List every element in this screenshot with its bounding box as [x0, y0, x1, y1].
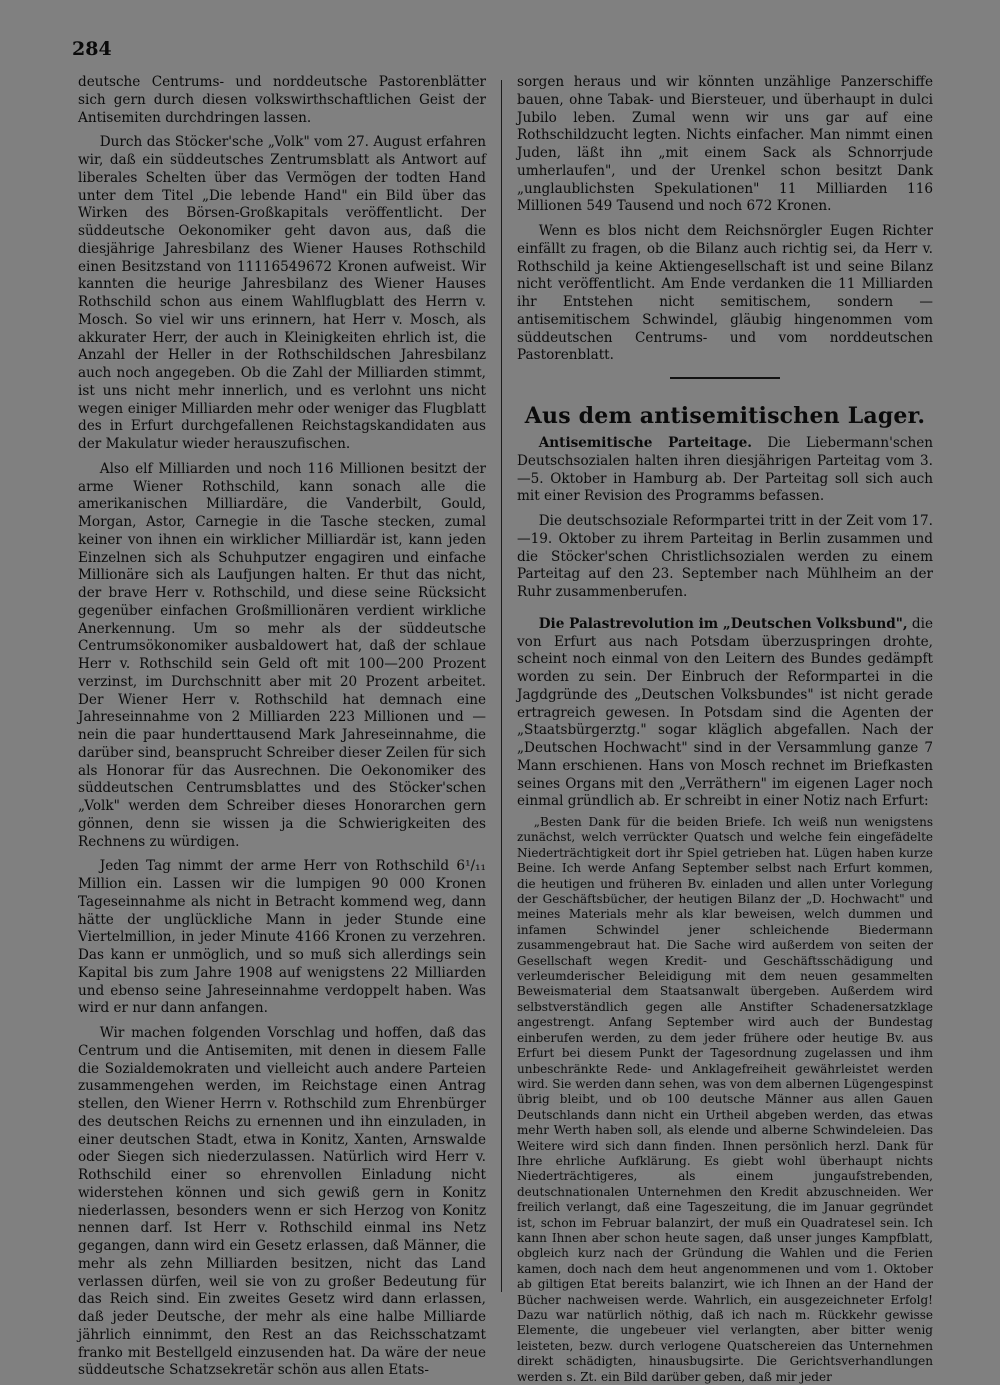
- article-palastrevolution: [517, 616, 933, 811]
- paragraph: Wir machen folgenden Vorschlag und hoffen, daß das Centrum und die Antisemiten, mit denen in diesem Falle die Sozialdemokraten und vielleicht auch andere Parteien zusammengehen werden, im Reichstage einen Antrag stellen, den Wiener Herrn v. Rothschild zum Ehrenbürger des deutschen Reichs zu ernennen und ihn einzuladen, in einer deutschen Stadt, etwa in Konitz, Xanten, Arnswalde oder Siegen sich niederzulassen. Natürlich wird Herr v. Rothschild einer so ehrenvollen Einladung nicht widerstehen können und sich gewiß gern in Konitz niederlassen, besonders wenn er sich Herzog von Konitz nennen darf. Ist Herr v. Rothschild einmal ins Netz gegangen, dann wird ein Gesetz erlassen, daß Männer, die mehr als zehn Milliarden besitzen, nicht das Land verlassen dürfen, weil sie von zu großer Bedeutung für das Reich sind. Ein zweites Gesetz wird dann erlassen, daß jeder Deutsche, der mehr als eine halbe Milliarde jährlich einnimmt, den Rest an das Reichsschatzamt franko mit Bestellgeld einzusenden hat. Da wäre der neue süddeutsche Schatzsekretär schön aus allen Etats-: [78, 1025, 486, 1379]
- quote-text: „Besten Dank für die beiden Briefe. Ich weiß nun wenigstens zunächst, welch verrückter Quatsch und welche fein eingefädelte Niederträchtigkeit dort ihr Spiel getrieben hat. Lügen haben kurze Beine. Ich werde Anfang September selbst nach Erfurt kommen, die heutigen und früheren Bv. einladen und allen unter Vorlegung der Geschäftsbücher, der heutigen Bilanz der „D. Hochwacht" und meines Materials mehr als klar beweisen, welch dummen und infamen Schwindel jener schleichende Biedermann zusammengebraut hat. Die Sache wird außerdem von seiten der Gesellschaft wegen Kredit- und Geschäftsschädigung und verleumderischer Beleidigung mit dem neuen gesammelten Beweismaterial dem Staatsanwalt übergeben. Außerdem wird selbstverständlich gegen alle Anstifter Schadenersatzklage angestrengt. Anfang September wird auch der Bundestag einberufen werden, zu dem jeder frühere oder heutige Bv. aus Erfurt bei diesem Punkt der Tagesordnung zugelassen und ihm unbeschränkte Rede- und Anklagefreiheit gewährleistet werden wird. Sie werden dann sehen, was von dem albernen Lügengespinst übrig bleibt, und ob 100 deutsche Männer aus allen Gauen Deutschlands dann nicht ein Urtheil abgeben werden, das etwas mehr Werth haben soll, als elende und alberne Schwindeleien. Das Weitere wird sich dann finden. Ihnen persönlich herzl. Dank für Ihre ehrliche Aufklärung. Es giebt wohl überhaupt nichts Niederträchtigeres, als einem jungaufstrebenden, deutschnationalen Unternehmen den Kredit abzuschneiden. Wer freilich verlangt, daß eine Tageszeitung, die im Januar gegründet ist, schon im Februar balanzirt, der muß ein Quadratesel sein. Ich kann Ihnen aber schon heute sagen, daß unser junges Kampfblatt, obgleich kurz nach der Gründung die Wahlen und die Ferien kamen, doch nach dem heut angenommenen und vom 1. Oktober ab giltigen Etat bereits balanzirt, wie ich Ihnen an der Hand der Bücher nachweisen werde. Wahrlich, ein ausgezeichneter Erfolg! Dazu war natürlich nöthig, daß ich nach m. Rückkehr gewisse Elemente, die ungebeuer viel verlangten, aber bitter wenig leisteten, bezw. durch verlogene Quatschereien das Unternehmen direkt schädigten, hinausbugsirte. Die Gerichtsverhandlungen werden s. Zt. ein Bild darüber geben, daß mir jeder: [517, 815, 933, 1384]
- section-separator: [670, 377, 780, 379]
- right-column: [517, 74, 933, 1385]
- page-number: 284: [72, 38, 112, 60]
- article-headline: Die Palastrevolution im „Deutschen Volksbund",: [538, 615, 908, 632]
- paragraph: Wenn es blos nicht dem Reichsnörgler Eugen Richter einfällt zu fragen, ob die Bilanz auch richtig sei, da Herr v. Rothschild ja keine Aktiengesellschaft ist und seine Bilanz nicht veröffentlicht. Am Ende verdanken die 11 Milliarden ihr Entstehen nicht semitischem, sondern — antisemitischem Schwindel, gläubig hingenommen vom süddeutschen Centrums- und vom norddeutschen Pastorenblatt.: [517, 223, 933, 364]
- paragraph: Jeden Tag nimmt der arme Herr von Rothschild 6¹/₁₁ Million ein. Lassen wir die lumpigen 90 000 Kronen Tageseinnahme als nicht in Betracht kommend weg, dann hätte der unglückliche Mann in jeder Stunde eine Viertelmillion, in jeder Minute 4166 Kronen zu verzehren. Das kann er unmöglich, und so muß sich allerdings sein Kapital bis zum Jahre 1908 auf wenigstens 22 Milliarden und ebenso seine Jahreseinnahme verdoppelt haben. Was wird er nur dann anfangen.: [78, 858, 486, 1017]
- section-title: Aus dem antisemitischen Lager.: [524, 403, 926, 429]
- article-body: Die Liebermann'schen Deutschsozialen halten ihren diesjährigen Parteitag vom 3.—5. Oktober in Hamburg ab. Der Parteitag soll sich auch mit einer Revision des Programms befassen.: [517, 435, 933, 505]
- paragraph: deutsche Centrums- und norddeutsche Pastorenblätter sich gern durch diesen volkswirthschaftlichen Geist der Antisemiten durchdringen lassen.: [78, 74, 486, 126]
- paragraph: Also elf Milliarden und noch 116 Millionen besitzt der arme Wiener Rothschild, kann sonach alle die amerikanischen Milliardäre, die Vanderbilt, Gould, Morgan, Astor, Carnegie in die Tasche stecken, zumal keiner von ihnen ein wirklicher Milliardär ist, kann jeden Einzelnen sich als Schuhputzer engagiren und einfache Millionäre sich als Laufjungen halten. Er thut das nicht, der brave Herr v. Rothschild, und diese seine Rücksicht gegenüber einfachen Großmillionären verdient wirkliche Anerkennung. Um so mehr als der süddeutsche Centrumsökonomiker ausbaldowert hat, daß der schlaue Herr v. Rothschild sein Geld oft mit 100—200 Prozent verzinst, im Durchschnitt aber mit 20 Prozent arbeitet. Der Wiener Herr v. Rothschild hat demnach eine Jahreseinnahme von 2 Milliarden 223 Millionen und — nein die paar hunderttausend Mark Jahreseinnahme, die darüber sind, beansprucht Schreiber dieser Zeilen für sich als Honorar für das Ausrechnen. Die Oekonomiker des süddeutschen Centrumsblattes und des Stöcker'schen „Volk" werden dem Schreiber dieses Honorarchen gern gönnen, denn sie wissen ja die Schwierigkeiten des Rechnens zu würdigen.: [78, 460, 486, 850]
- left-column: [78, 74, 486, 1380]
- paragraph: Die deutschsoziale Reformpartei tritt in der Zeit vom 17.—19. Oktober zu ihrem Parteitag in Berlin zusammen und die Stöcker'schen Christlichsozialen werden zu einem Parteitag auf den 23. September nach Mühlheim an der Ruhr zusammenberufen.: [517, 513, 933, 600]
- article-body: die von Erfurt aus nach Potsdam überzuspringen drohte, scheint noch einmal von den Leitern des Bundes gedämpft worden zu sein. Der Einbruch der Reformpartei in die Jagdgründe des „Deutschen Volksbundes" ist nicht gerade ertragreich gewesen. In Potsdam sind die Agenten der „Staatsbürgerztg." sogar kläglich abgefallen. Nach der „Deutschen Hochwacht" sind in der Versammlung ganze 7 Mann erschienen. Hans von Mosch rechnet im Briefkasten seines Organs mit den „Verräthern" im eigenen Lager noch einmal gründlich ab. Er schreibt in einer Notiz nach Erfurt:: [517, 615, 933, 810]
- article-headline: Antisemitische Parteitage.: [538, 435, 753, 451]
- article-parteitage: [517, 435, 933, 506]
- column-divider: [501, 80, 502, 1292]
- paragraph: Durch das Stöcker'sche „Volk" vom 27. August erfahren wir, daß ein süddeutsches Zentrumsblatt als Antwort auf liberales Schelten über das Vermögen der todten Hand unter dem Titel „Die lebende Hand" ein Bild über das Wirken des Börsen-Großkapitals veröffentlicht. Der süddeutsche Oekonomiker geht davon aus, daß die diesjährige Jahresbilanz des Wiener Hauses Rothschild einen Besitzstand von 11116549672 Kronen aufweist. Wir kannten die heurige Jahresbilanz des Wiener Hauses Rothschild schon aus einem Wahlflugblatt des Herrn v. Mosch. So viel wir uns erinnern, hat Herr v. Mosch, als akkurater Herr, der auch in Kleinigkeiten ehrlich ist, die Anzahl der Heller in der Rothschildschen Jahresbilanz auch noch angegeben. Ob die Zahl der Milliarden stimmt, ist uns nicht mehr innerlich, und es verlohnt uns nicht wegen einiger Milliarden mehr oder weniger das Flugblatt des in Erfurt durchgefallenen Reichstagskandidaten aus der Makulatur wieder herauszufischen.: [78, 134, 486, 452]
- paragraph: sorgen heraus und wir könnten unzählige Panzerschiffe bauen, ohne Tabak- und Biersteuer, und überhaupt in dulci Jubilo leben. Zumal wenn wir uns gar auf eine Rothschildzucht legten. Nichts einfacher. Man nimmt einen Juden, läßt ihn „mit einem Sack als Schnorrjude umherlaufen", und der Urenkel schon besitzt Dank „unglaublichsten Spekulationen" 11 Milliarden 116 Millionen 549 Tausend und noch 672 Kronen.: [517, 74, 933, 215]
- quoted-letter: [517, 815, 933, 1385]
